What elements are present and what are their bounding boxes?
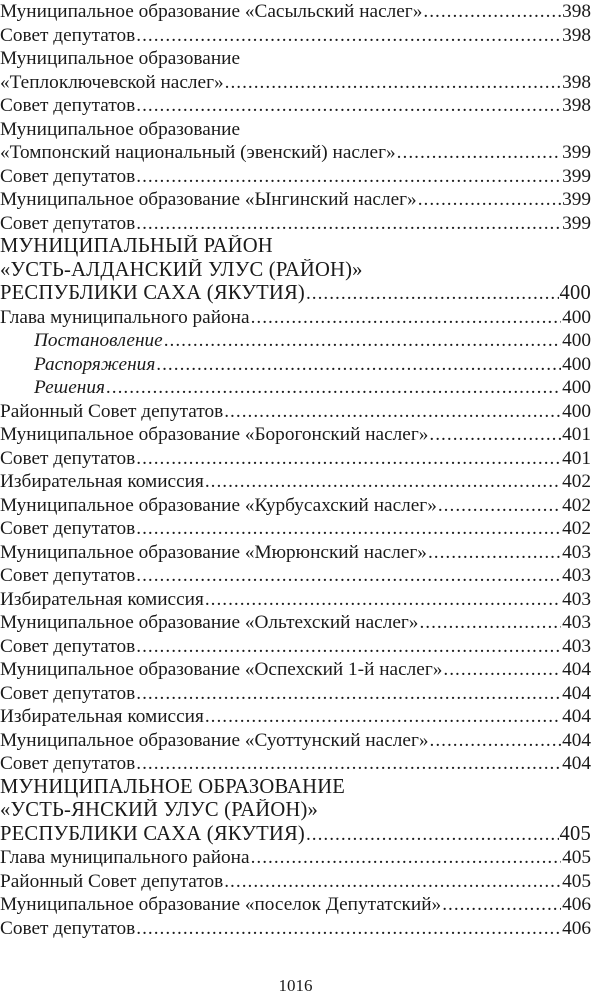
toc-entry-title: Совет депутатов [0,24,136,46]
toc-entry [0,611,591,635]
toc-entry-title: Совет депутатов [0,95,136,116]
toc-leader-dots [306,823,559,847]
toc-leader-dots [429,423,561,447]
toc-entry-page: 405 [562,870,591,892]
toc-entry-page: 398 [562,95,591,116]
toc-leader-dots [205,705,561,729]
toc-leader-dots [224,400,561,424]
toc-entry-title: Муниципальное образование «Курбусахский наслег» [0,494,437,516]
toc-leader-dots [418,188,561,212]
toc-entry [0,259,591,283]
toc-leader-dots [443,658,561,682]
toc-entry [0,400,591,424]
toc-entry-page: 400 [562,400,591,422]
toc-entry-page: 402 [562,518,591,539]
toc-leader-dots [442,893,561,917]
toc-entry-page: 404 [562,729,591,751]
toc-entry [0,188,591,212]
toc-leader-dots [136,752,561,776]
toc-entry-page: 403 [562,588,591,610]
toc-entry-page: 400 [562,330,591,351]
toc-entry-page: 398 [562,71,591,93]
toc-entry [0,423,591,447]
toc-entry-page: 400 [562,306,591,328]
toc-entry [0,329,591,353]
toc-entry [0,353,591,377]
toc-leader-dots [224,870,561,894]
toc-entry [0,47,591,71]
toc-entry-title: РЕСПУБЛИКИ САХА (ЯКУТИЯ) [0,282,305,304]
toc-entry-page: 403 [562,565,591,586]
toc-entry-page: 404 [562,659,591,680]
toc-entry [0,212,591,236]
toc-entry-title: Муниципальное образование [0,48,241,69]
toc-entry-title: Муниципальное образование «Сасыльский наслег» [0,1,423,22]
toc-entry-title: Распоряжения [34,353,156,375]
toc-entry [0,917,591,941]
toc-entry-page: 405 [562,847,591,868]
toc-entry [0,94,591,118]
toc-entry-page: 403 [562,635,591,657]
toc-entry-page: 401 [562,447,591,469]
toc-leader-dots [106,376,561,400]
toc-entry [0,447,591,471]
toc-entry-title: Муниципальное образование «Оспехский 1-й наслег» [0,659,443,680]
toc-leader-dots [423,0,561,24]
toc-entry-title: Муниципальное образование «Ольтехский наслег» [0,612,419,633]
toc-entry-title: Глава муниципального района [0,847,250,868]
toc-entry [0,141,591,165]
toc-entry-title: Глава муниципального района [0,306,250,328]
toc-entry [0,376,591,400]
toc-entry-title: МУНИЦИПАЛЬНЫЙ РАЙОН [0,235,273,257]
toc-entry-title: «Теплоключевской наслег» [0,71,224,93]
toc-leader-dots [136,447,561,471]
toc-entry-page: 399 [562,142,591,163]
toc-entry-title: Совет депутатов [0,917,136,939]
toc-entry [0,282,591,306]
toc-entry-title: Постановление [34,330,163,351]
toc-entry-title: Районный Совет депутатов [0,870,224,892]
toc-entry-title: Муниципальное образование «Ынгинский наслег» [0,189,417,210]
toc-entry [0,24,591,48]
toc-entry-page: 403 [562,612,591,633]
toc-leader-dots [136,165,561,189]
toc-leader-dots [136,635,561,659]
toc-entry-title: Совет депутатов [0,212,136,234]
toc-entry [0,517,591,541]
toc-entry [0,893,591,917]
toc-leader-dots [251,846,562,870]
toc-leader-dots [397,141,561,165]
toc-entry-page: 399 [562,165,591,187]
toc-leader-dots [136,24,561,48]
toc-entry [0,235,591,259]
toc-entry [0,118,591,142]
toc-leader-dots [156,353,561,377]
toc-leader-dots [136,917,561,941]
toc-entry [0,541,591,565]
toc-entry-page: 400 [562,353,591,375]
toc-entry-title: Совет депутатов [0,165,136,187]
toc-leader-dots [205,470,561,494]
toc-entry-title: Муниципальное образование «Суоттунский наслег» [0,729,429,751]
toc-entry [0,71,591,95]
toc-entry [0,494,591,518]
toc-entry-page: 398 [562,1,591,22]
toc-entry-page: 404 [562,682,591,704]
toc-entry-title: «УСТЬ-АЛДАНСКИЙ УЛУС (РАЙОН)» [0,258,363,281]
toc-entry [0,776,591,800]
toc-entry [0,870,591,894]
toc-leader-dots [136,517,561,541]
toc-leader-dots [136,212,561,236]
toc-leader-dots [306,282,559,306]
toc-entry-title: Муниципальное образование «Мюрюнский наслег» [0,541,427,563]
toc-entry-page: 405 [559,822,591,845]
toc-entry-title: Совет депутатов [0,565,136,586]
toc-entry-page: 402 [562,471,591,492]
toc-entry [0,165,591,189]
toc-entry [0,752,591,776]
toc-entry [0,470,591,494]
toc-entry-page: 400 [559,282,591,304]
toc-entry [0,682,591,706]
toc-entry-page: 400 [562,377,591,398]
toc-entry-page: 406 [562,894,591,915]
toc-entry-page: 406 [562,917,591,939]
toc-entry [0,306,591,330]
toc-leader-dots [430,729,562,753]
toc-entry-title: Совет депутатов [0,682,136,704]
toc-entry-title: Избирательная комиссия [0,471,204,492]
toc-entry-title: Совет депутатов [0,518,136,539]
toc-entry [0,846,591,870]
toc-entry [0,729,591,753]
toc-entry-title: Совет депутатов [0,447,136,469]
toc-leader-dots [136,682,561,706]
toc-entry [0,658,591,682]
toc-leader-dots [164,329,561,353]
toc-entry-title: Муниципальное образование [0,118,241,140]
toc-entry [0,799,591,823]
toc-leader-dots [205,588,561,612]
toc-entry-title: «Томпонский национальный (эвенский) наслег» [0,142,396,163]
toc-entry-title: Избирательная комиссия [0,588,204,610]
toc-entry-title: МУНИЦИПАЛЬНОЕ ОБРАЗОВАНИЕ [0,775,346,798]
toc-entry-title: Муниципальное образование «Борогонский наслег» [0,424,429,445]
toc-entry-title: «УСТЬ-ЯНСКИЙ УЛУС (РАЙОН)» [0,799,319,821]
toc-entry-page: 398 [562,24,591,46]
toc-entry-title: Совет депутатов [0,635,136,657]
toc-entry-page: 401 [562,424,591,445]
toc-entry-title: РЕСПУБЛИКИ САХА (ЯКУТИЯ) [0,822,305,845]
toc-entry [0,0,591,24]
toc-entry-page: 399 [562,212,591,234]
page-number: 1016 [278,976,313,995]
toc-leader-dots [136,94,561,118]
toc-entry-page: 403 [562,541,591,563]
toc-entry [0,635,591,659]
toc-leader-dots [428,541,561,565]
toc-leader-dots [419,611,561,635]
toc-leader-dots [225,71,561,95]
toc-entry-page: 404 [562,753,591,774]
toc-entry [0,823,591,847]
toc-entry [0,564,591,588]
toc-leader-dots [251,306,562,330]
toc-entry-page: 404 [562,706,591,727]
toc-leader-dots [438,494,561,518]
toc-entry-title: Решения [34,377,105,398]
toc-entry [0,588,591,612]
toc-entry-title: Совет депутатов [0,753,136,774]
toc-entry-title: Районный Совет депутатов [0,400,224,422]
toc-entry-page: 402 [562,494,591,516]
toc-entry-page: 399 [562,189,591,210]
toc-entry [0,705,591,729]
toc-entry-title: Избирательная комиссия [0,706,204,727]
toc-entry-title: Муниципальное образование «поселок Депутатский» [0,894,442,915]
toc-leader-dots [136,564,561,588]
